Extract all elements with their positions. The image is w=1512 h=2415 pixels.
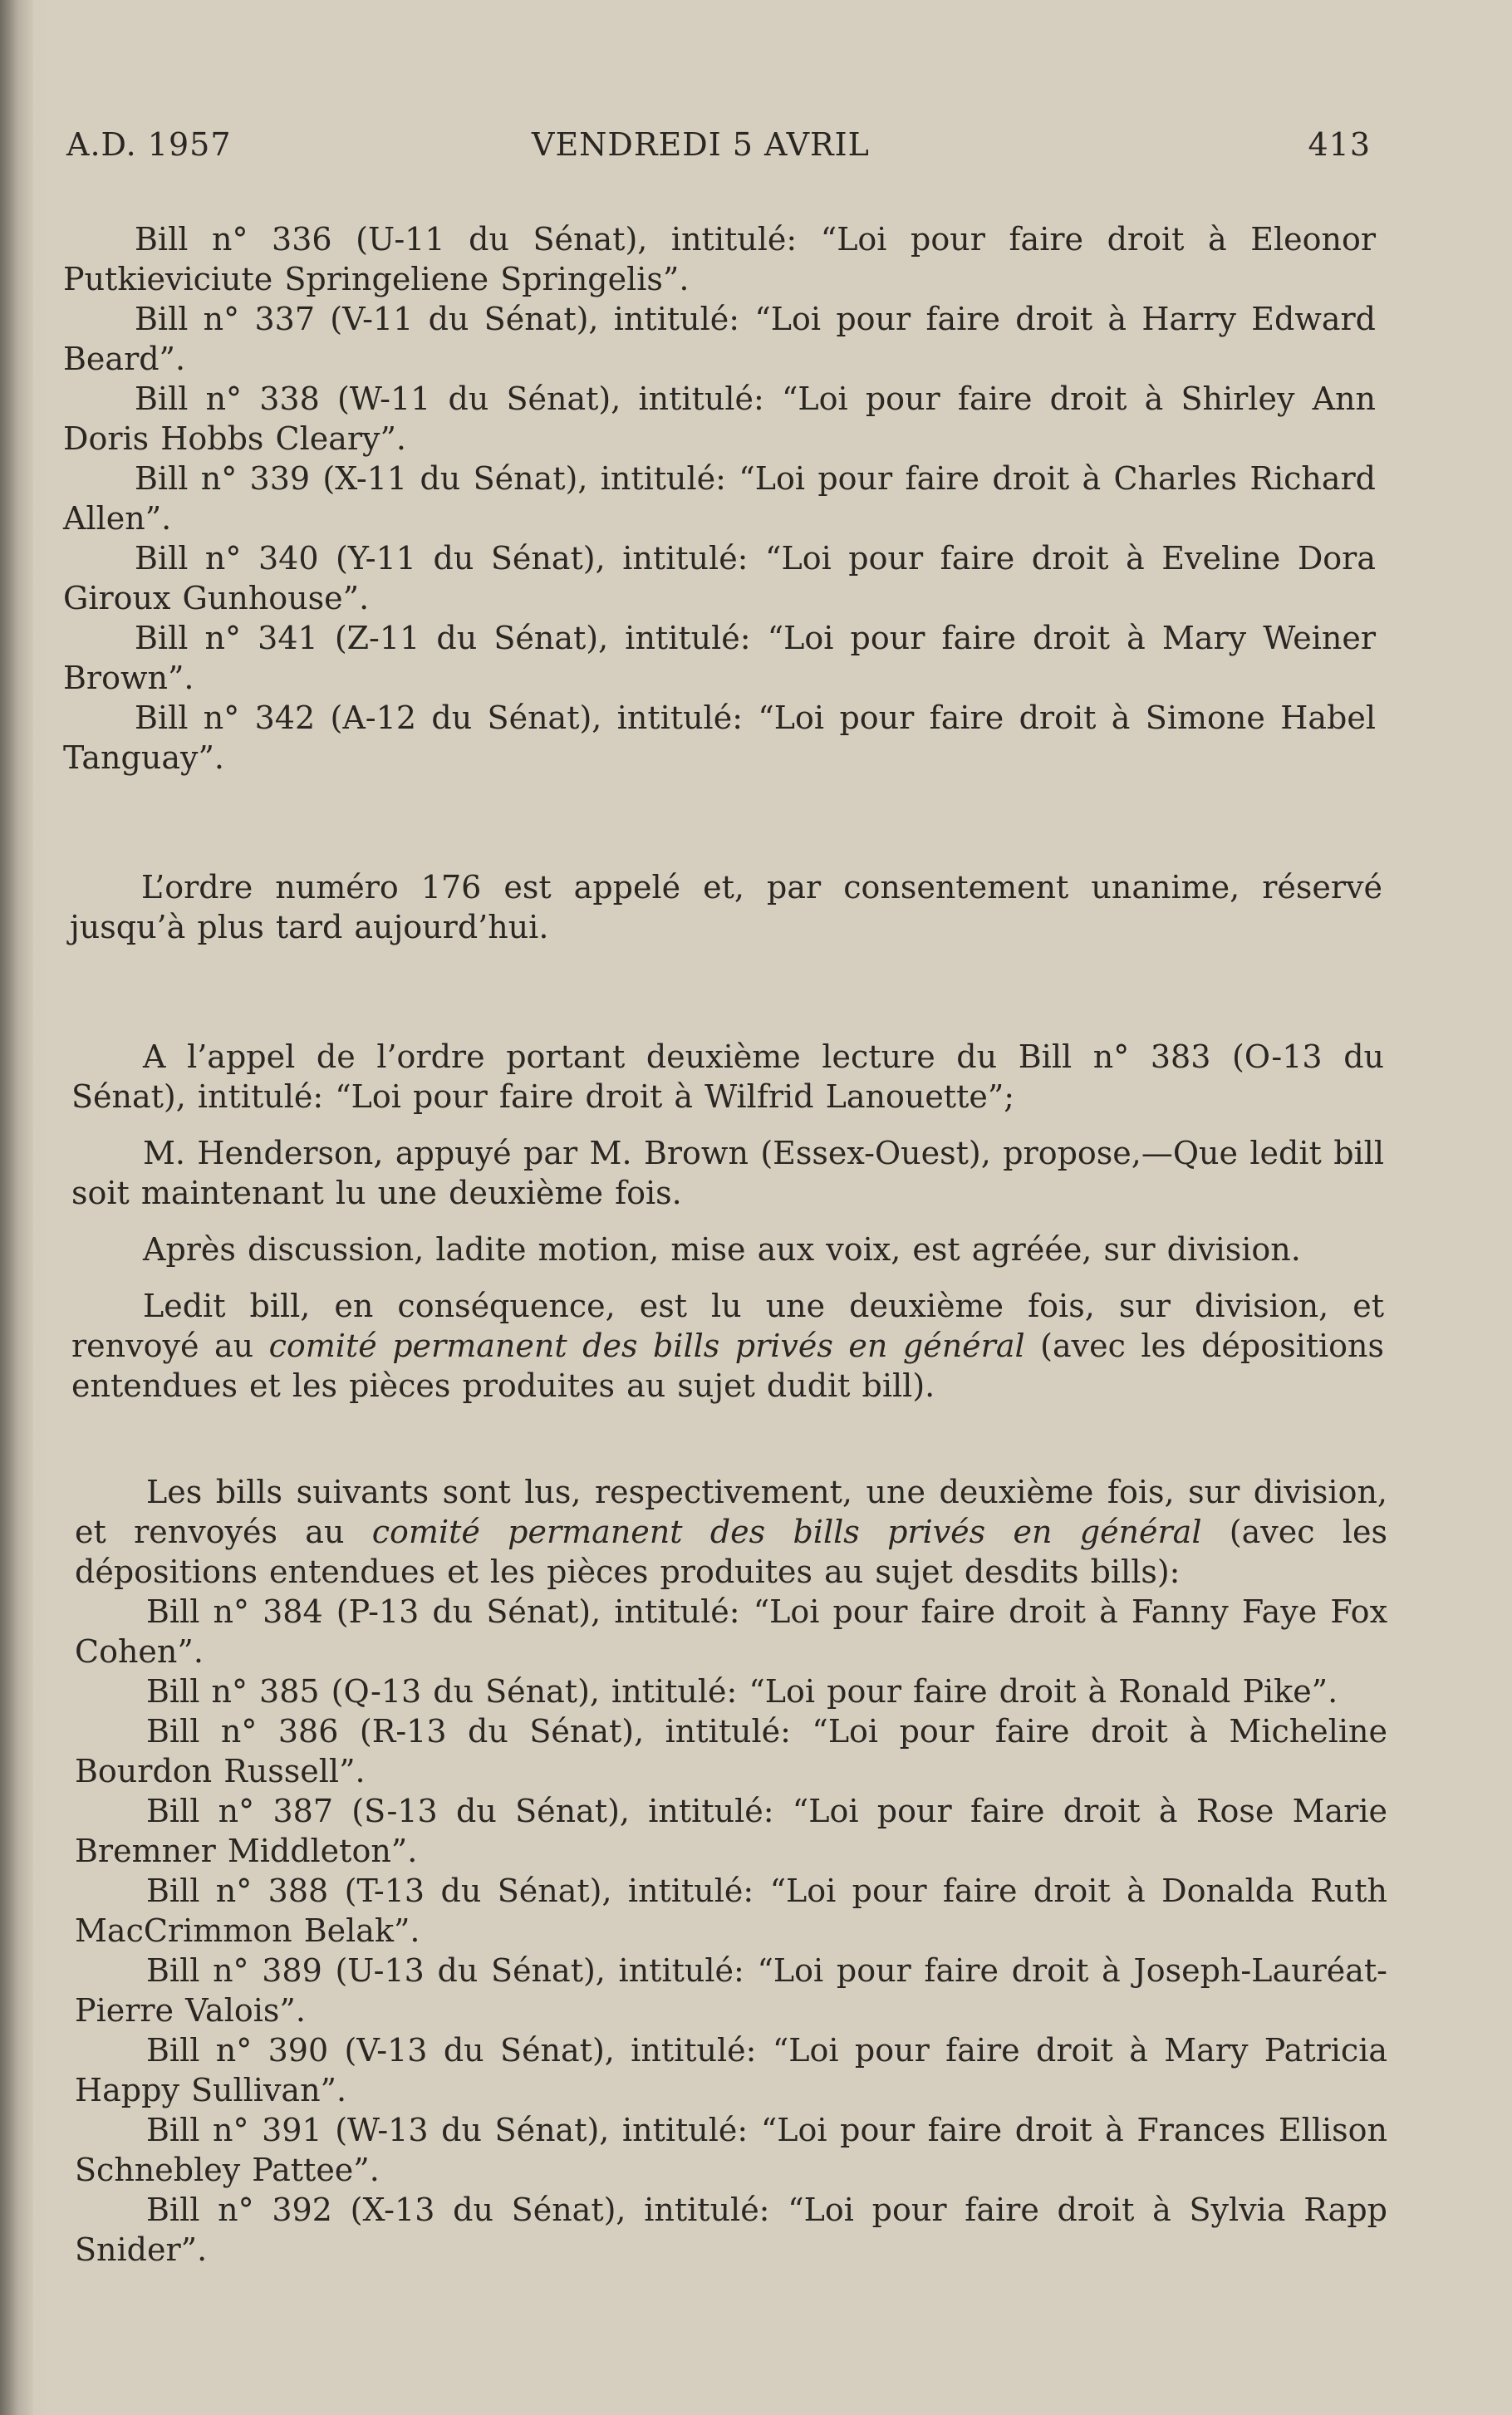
bill-entry: Bill n° 337 (V-11 du Sénat), intitulé: “Loi pour faire droit à Harry Edward Beard”. <box>63 301 1376 377</box>
bill-entry: Bill n° 338 (W-11 du Sénat), intitulé: “Loi pour faire droit à Shirley Ann Doris Hobbs Cleary”. <box>63 380 1376 457</box>
second-reading-call: A l’appel de l’ordre portant deuxième lecture du Bill n° 383 (O-13 du Sénat), intitulé: “Loi pour faire droit à Wilfrid Lanouette”; <box>71 1038 1384 1115</box>
bill-entry: Bill n° 342 (A-12 du Sénat), intitulé: “Loi pour faire droit à Simone Habel Tanguay”. <box>63 699 1376 776</box>
page-binding-edge <box>0 0 33 2415</box>
header-date: VENDREDI 5 AVRIL <box>532 126 870 163</box>
bill-entry: Bill n° 390 (V-13 du Sénat), intitulé: “Loi pour faire droit à Mary Patricia Happy Sullivan”. <box>75 2032 1387 2108</box>
committee-name: comité permanent des bills privés en général <box>371 1514 1202 1550</box>
second-reading-motion: M. Henderson, appuyé par M. Brown (Essex-Ouest), propose,—Que ledit bill soit maintenant lu une deuxième fois. <box>71 1135 1384 1211</box>
bill-entry: Bill n° 391 (W-13 du Sénat), intitulé: “Loi pour faire droit à Frances Ellison Schnebley Pattee”. <box>75 2112 1387 2188</box>
referral-text: Ledit bill, en conséquence, est lu une deuxième fois, sur division, et renvoyé au <box>71 1288 1384 1364</box>
bill-entry: Bill n° 388 (T-13 du Sénat), intitulé: “Loi pour faire droit à Donalda Ruth MacCrimmon Belak”. <box>75 1873 1387 1949</box>
bill-entry: Bill n° 389 (U-13 du Sénat), intitulé: “Loi pour faire droit à Joseph-Lauréat-Pierre Valois”. <box>75 1952 1387 2029</box>
order-176-section <box>70 867 1382 947</box>
referral-text-end: (avec les dépositions entendues et les pièces produites au sujet dudit bill). <box>71 1328 1385 1404</box>
bill-entry: Bill n° 386 (R-13 du Sénat), intitulé: “Loi pour faire droit à Micheline Bourdon Russell”. <box>75 1713 1387 1789</box>
bills-list-senate-11 <box>63 219 1376 778</box>
bill-entry: Bill n° 341 (Z-11 du Sénat), intitulé: “Loi pour faire droit à Mary Weiner Brown”. <box>63 620 1376 696</box>
following-bills-section <box>75 1472 1387 2270</box>
bill-entry: Bill n° 336 (U-11 du Sénat), intitulé: “Loi pour faire droit à Eleonor Putkieviciute Springeliene Springelis”. <box>63 221 1376 297</box>
following-bills-intro <box>75 1472 1387 1592</box>
bill-entry: Bill n° 387 (S-13 du Sénat), intitulé: “Loi pour faire droit à Rose Marie Bremner Middleton”. <box>75 1793 1387 1869</box>
bill-entry: Bill n° 392 (X-13 du Sénat), intitulé: “Loi pour faire droit à Sylvia Rapp Snider”. <box>75 2192 1387 2268</box>
intro-text-end: (avec les dépositions entendues et les pièces produites au sujet desdits bills): <box>75 1514 1387 1590</box>
second-reading-section <box>71 1037 1384 1422</box>
bill-entry: Bill n° 340 (Y-11 du Sénat), intitulé: “Loi pour faire droit à Eveline Dora Giroux Gunhouse”. <box>63 540 1376 616</box>
committee-name: comité permanent des bills privés en général <box>268 1328 1025 1364</box>
second-reading-referral <box>71 1286 1384 1406</box>
bill-entry: Bill n° 385 (Q-13 du Sénat), intitulé: “Loi pour faire droit à Ronald Pike”. <box>146 1673 1338 1710</box>
intro-text: Les bills suivants sont lus, respectivement, une deuxième fois, sur division, et renvoyés au <box>75 1474 1387 1550</box>
bill-entry: Bill n° 339 (X-11 du Sénat), intitulé: “Loi pour faire droit à Charles Richard Allen”. <box>63 460 1376 537</box>
page-header <box>66 126 1371 168</box>
bill-entry: Bill n° 384 (P-13 du Sénat), intitulé: “Loi pour faire droit à Fanny Faye Fox Cohen”. <box>75 1593 1387 1670</box>
page-number: 413 <box>1308 126 1371 163</box>
second-reading-result: Après discussion, ladite motion, mise aux voix, est agréée, sur division. <box>143 1231 1301 1268</box>
order-176-paragraph: L’ordre numéro 176 est appelé et, par consentement unanime, réservé jusqu’à plus tard aujourd’hui. <box>70 869 1382 945</box>
header-year: A.D. 1957 <box>66 126 232 163</box>
